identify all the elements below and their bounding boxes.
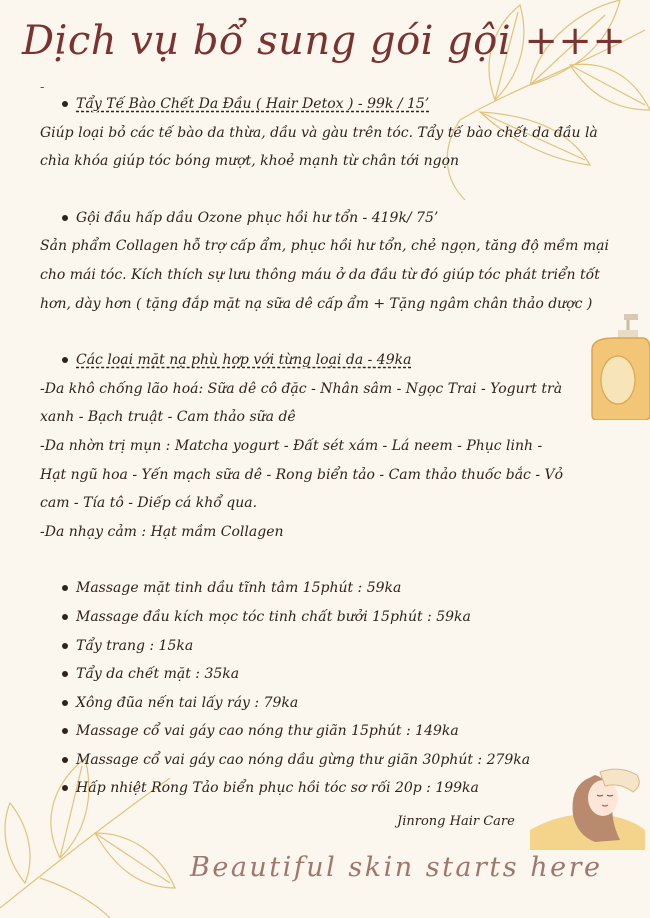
title-dash: - [40, 80, 45, 95]
content [40, 90, 610, 803]
ozone-heading-text: Gội đầu hấp dầu Ozone phục hồi hư tổn - 419k/ 75’ [76, 209, 439, 226]
masks-desc-line: xanh - Bạch truật - Cam thảo sữa dê [40, 409, 296, 426]
service-item: Tẩy da chết mặt : 35ka [40, 660, 610, 689]
detox-desc-line: Giúp loại bỏ các tế bào da thừa, dầu và gàu trên tóc. Tẩy tế bào chết da đầu là [40, 124, 598, 141]
ozone-heading [40, 204, 610, 233]
service-item: Tẩy trang : 15ka [40, 632, 610, 661]
service-item: Massage đầu kích mọc tóc tinh chất bưởi 15phút : 59ka [40, 603, 610, 632]
ozone-desc-line: cho mái tóc. Kích thích sự lưu thông máu ở da đầu từ đó giúp tóc phát triển tốt [40, 266, 600, 283]
masks-desc-line: -Da nhạy cảm : Hạt mầm Collagen [40, 523, 284, 540]
masks-desc-line: -Da nhờn trị mụn : Matcha yogurt - Đất sét xám - Lá neem - Phục linh - [40, 437, 543, 454]
tagline: Beautiful skin starts here [190, 852, 603, 883]
service-item: Massage mặt tinh dầu tĩnh tâm 15phút : 59ka [40, 574, 610, 603]
service-item: Massage cổ vai gáy cao nóng dầu gừng thư giãn 30phút : 279ka [40, 746, 610, 775]
page-title: Dịch vụ bổ sung gói gội +++ [22, 18, 627, 64]
ozone-desc-line: Sản phẩm Collagen hỗ trợ cấp ẩm, phục hồi hư tổn, chẻ ngọn, tăng độ mềm mại [40, 238, 609, 255]
service-item: Massage cổ vai gáy cao nóng thư giãn 15phút : 149ka [40, 717, 610, 746]
ozone-desc-line: hơn, dày hơn ( tặng đắp mặt nạ sữa dê cấp ẩm + Tặng ngâm chân thảo dược ) [40, 295, 593, 312]
detox-desc-line: chìa khóa giúp tóc bóng mượt, khoẻ mạnh từ chân tới ngọn [40, 153, 460, 170]
masks-desc-line: cam - Tía tô - Diếp cá khổ qua. [40, 495, 258, 512]
masks-heading [40, 346, 610, 375]
services-list [40, 574, 610, 803]
brand-name: Jinrong Hair Care [397, 814, 515, 829]
service-item: Xông đũa nến tai lấy ráy : 79ka [40, 689, 610, 718]
masks-desc-line: Hạt ngũ hoa - Yến mạch sữa dê - Rong biển tảo - Cam thảo thuốc bắc - Vỏ [40, 466, 564, 483]
detox-heading [40, 90, 610, 119]
detox-heading-text: Tẩy Tế Bào Chết Da Đầu ( Hair Detox ) - 99k / 15’ [76, 96, 430, 112]
service-item: Hấp nhiệt Rong Tảo biển phục hồi tóc sơ rối 20p : 199ka [40, 774, 610, 803]
masks-desc-line: -Da khô chống lão hoá: Sữa dê cô đặc - Nhân sâm - Ngọc Trai - Yogurt trà [40, 380, 563, 397]
masks-heading-text: Các loại mặt nạ phù hợp với từng loại da - 49ka [76, 352, 412, 369]
